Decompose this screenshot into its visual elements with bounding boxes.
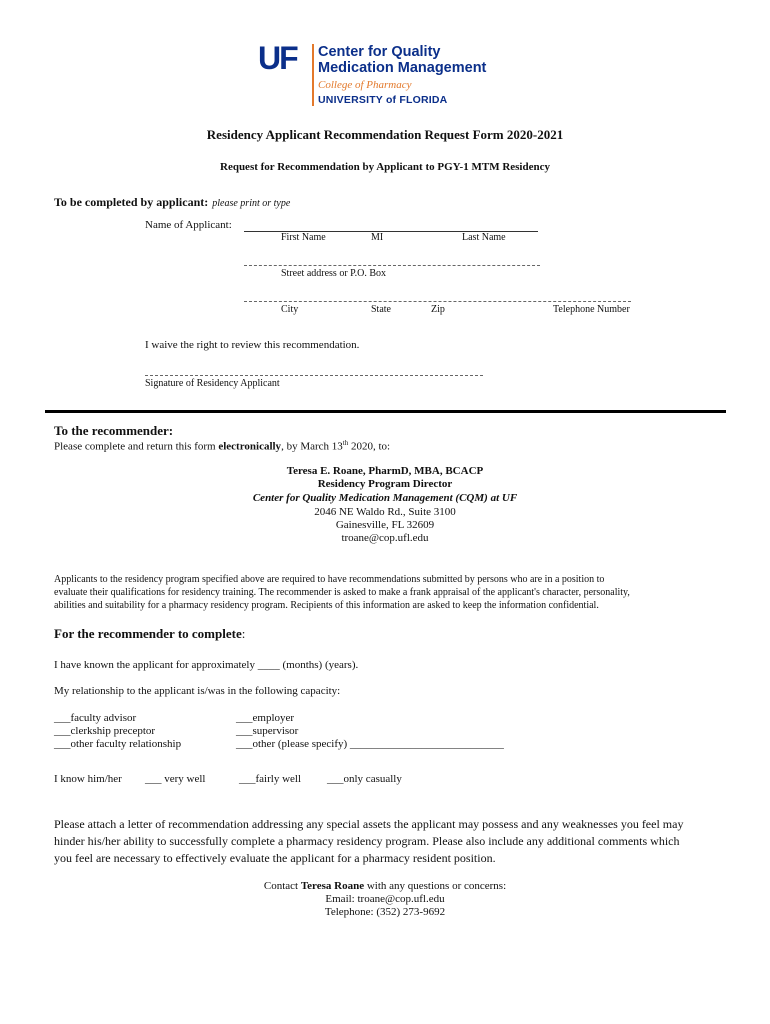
city-line[interactable]	[244, 301, 631, 302]
option-only-casually[interactable]: ___only casually	[327, 773, 402, 785]
first-name-label: First Name	[281, 232, 326, 243]
relationship-prompt: My relationship to the applicant is/was in the following capacity:	[54, 685, 341, 697]
intro-sup: th	[342, 439, 349, 447]
contact-name: Teresa E. Roane, PharmD, MBA, BCACP	[286, 465, 484, 477]
contact-address-2: Gainesville, FL 32609	[335, 519, 435, 531]
logo-line-3: College of Pharmacy	[318, 79, 412, 91]
state-label: State	[371, 304, 391, 315]
contact-role: Residency Program Director	[317, 478, 453, 490]
waiver-text: I waive the right to review this recommendation.	[145, 339, 360, 351]
instructions-line-2: evaluate their qualifications for residency training. The recommender is asked to make a frank appraisal of the applicant's character, personality,	[54, 587, 630, 598]
closing-line-3: you feel are necessary to effectively evaluate the applicant for a pharmacy resident position.	[54, 851, 496, 865]
know-label: I know him/her	[54, 773, 122, 785]
applicant-heading	[54, 193, 290, 211]
complete-heading-text: For the recommender to complete	[54, 626, 242, 641]
uf-logo-mark: UF	[258, 40, 297, 76]
closing-telephone: Telephone: (352) 273-9692	[324, 906, 446, 918]
logo-line-1: Center for Quality	[318, 44, 441, 60]
closing-contact-b: with any questions or concerns:	[364, 880, 507, 892]
form-title: Residency Applicant Recommendation Request Form 2020-2021	[206, 127, 564, 142]
logo-divider	[312, 44, 314, 106]
mi-label: MI	[371, 232, 384, 243]
telephone-label: Telephone Number	[553, 304, 630, 315]
contact-address-1: 2046 NE Waldo Rd., Suite 3100	[314, 506, 456, 518]
city-label: City	[281, 304, 299, 315]
form-subtitle: Request for Recommendation by Applicant to PGY-1 MTM Residency	[220, 161, 550, 173]
instructions-line-1: Applicants to the residency program specified above are required to have recommendations submitted by persons who are in a position to	[54, 574, 605, 585]
closing-line-2: hinder his/her ability to successfully complete a pharmacy residency program. Please also include any additional comments which	[54, 834, 680, 848]
recommender-heading: To the recommender:	[54, 423, 174, 438]
contact-email[interactable]: troane@cop.ufl.edu	[341, 532, 429, 544]
contact-org: Center for Quality Medication Management (CQM) at UF	[252, 492, 518, 504]
intro-text-a: Please complete and return this form	[54, 440, 219, 453]
logo-line-4: UNIVERSITY of FLORIDA	[318, 94, 448, 106]
closing-line-1: Please attach a letter of recommendation addressing any special assets the applicant may possess and any weaknesses you feel may	[54, 817, 684, 831]
option-other-faculty[interactable]: ___other faculty relationship	[54, 738, 182, 750]
street-line[interactable]	[244, 265, 540, 266]
intro-text-b: , by March 13	[281, 440, 343, 453]
closing-contact-a: Contact	[263, 880, 301, 892]
instructions-line-3: abilities and suitability for a pharmacy residency program. Recipients of this information are asked to keep the information confidential.	[54, 600, 599, 611]
closing-contact	[0, 880, 770, 892]
complete-heading-colon: :	[241, 626, 246, 641]
section-divider	[45, 410, 726, 413]
option-faculty-advisor[interactable]: ___faculty advisor	[54, 712, 137, 724]
zip-label: Zip	[431, 304, 445, 315]
option-other-specify[interactable]: ___other (please specify) ____________________________	[236, 738, 504, 750]
known-duration[interactable]: I have known the applicant for approximately ____ (months) (years).	[54, 659, 359, 671]
option-fairly-well[interactable]: ___fairly well	[239, 773, 302, 785]
closing-contact-name: Teresa Roane	[300, 880, 365, 892]
closing-email[interactable]: Email: troane@cop.ufl.edu	[325, 893, 445, 905]
option-supervisor[interactable]: ___supervisor	[236, 725, 299, 737]
intro-text-c: 2020, to:	[348, 440, 391, 453]
option-employer[interactable]: ___employer	[236, 712, 295, 724]
option-clerkship-preceptor[interactable]: ___clerkship preceptor	[54, 725, 156, 737]
signature-line[interactable]	[145, 375, 483, 376]
applicant-heading-text: To be completed by applicant:	[54, 195, 209, 209]
name-label: Name of Applicant:	[145, 219, 232, 231]
street-label: Street address or P.O. Box	[281, 268, 386, 279]
last-name-label: Last Name	[462, 232, 506, 243]
option-very-well[interactable]: ___ very well	[145, 773, 206, 785]
logo-line-2: Medication Management	[318, 60, 487, 76]
recommender-intro	[54, 439, 390, 453]
complete-heading	[54, 626, 245, 642]
signature-label: Signature of Residency Applicant	[145, 378, 280, 389]
intro-bold: electronically	[218, 440, 282, 453]
applicant-heading-note: please print or type	[212, 198, 291, 209]
